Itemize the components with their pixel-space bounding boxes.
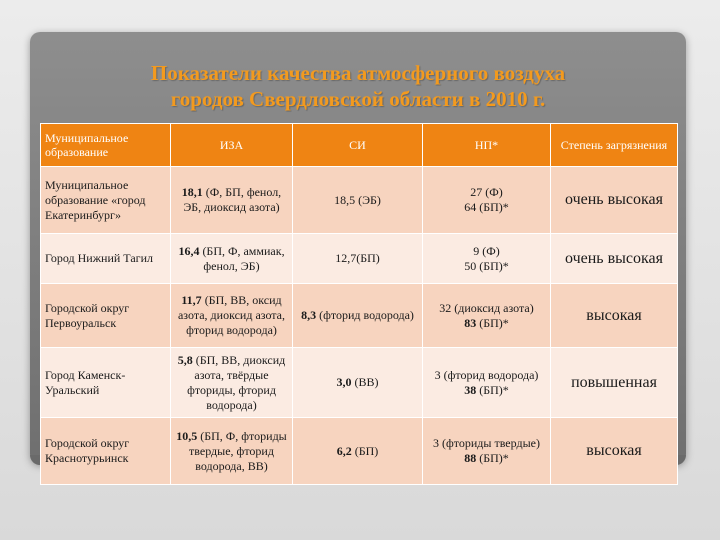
table-row (41, 284, 678, 348)
cell-np (423, 284, 551, 348)
si-value: 6,2 (336, 443, 352, 458)
table-row (41, 418, 678, 485)
table-row (41, 234, 678, 284)
np-line-1: 3 (фториды твердые) (433, 436, 540, 450)
si-value: 12,7 (335, 251, 357, 265)
header-iza: ИЗА (171, 124, 293, 167)
header-np: НП* (423, 124, 551, 167)
cell-si (293, 284, 423, 348)
header-si: СИ (293, 124, 423, 167)
cell-municipality: Городской округ Краснотурьинск (41, 418, 171, 485)
cell-pollution-level: повышенная (551, 348, 678, 418)
iza-value: 18,1 (181, 185, 203, 199)
cell-municipality: Город Каменск-Уральский (41, 348, 171, 418)
si-pollutant: (БП) (356, 251, 380, 265)
iza-pollutants: (БП, Ф, фториды твердые, фторид водорода, ВВ) (189, 428, 287, 473)
cell-municipality: Город Нижний Тагил (41, 234, 171, 284)
np-value: 38 (464, 382, 477, 397)
np-value: 88 (464, 451, 477, 465)
np-line-2: 50 (БП)* (464, 258, 509, 273)
cell-np (423, 418, 551, 485)
si-value: 18,5 (334, 192, 356, 207)
cell-si (293, 418, 423, 485)
si-value: 3,0 (336, 375, 352, 389)
si-value: 8,3 (301, 308, 317, 322)
cell-np (423, 167, 551, 234)
np-line-2 (427, 383, 546, 398)
cell-iza (171, 348, 293, 418)
cell-pollution-level: высокая (551, 418, 678, 485)
np-pollutant: (БП)* (476, 451, 509, 465)
iza-value: 11,7 (181, 293, 202, 307)
cell-si (293, 234, 423, 284)
iza-pollutants: (Ф, БП, фенол, ЭБ, диоксид азота) (183, 185, 282, 214)
np-line-1: 32 (диоксид азота) (439, 300, 534, 315)
table-row (41, 167, 678, 234)
cell-municipality: Муниципальное образование «город Екатеринбург» (41, 167, 171, 234)
cell-si (293, 348, 423, 418)
table-header-row (41, 124, 678, 167)
cell-pollution-level: очень высокая (551, 167, 678, 234)
np-value: 83 (464, 315, 477, 330)
iza-value: 10,5 (176, 428, 198, 443)
cell-iza (171, 418, 293, 485)
iza-pollutants: (БП, ВВ, оксид азота, диоксид азота, фторид водорода) (177, 293, 286, 337)
air-quality-table (40, 123, 677, 485)
si-pollutant: (ЭБ) (355, 192, 381, 207)
cell-pollution-level: очень высокая (551, 234, 678, 284)
np-pollutant: (БП)* (476, 315, 509, 330)
cell-np (423, 234, 551, 284)
np-line-2 (427, 316, 546, 331)
cell-municipality: Городской округ Первоуральск (41, 284, 171, 348)
cell-si (293, 167, 423, 234)
header-pollution-level: Степень загрязнения (551, 124, 678, 167)
si-pollutant: (фторид водорода) (316, 308, 414, 322)
np-line-1: 3 (фторид водорода) (434, 367, 539, 382)
slide-title (30, 60, 686, 112)
si-pollutant: (БП) (351, 443, 379, 458)
iza-value: 5,8 (177, 352, 193, 367)
si-pollutant: (ВВ) (351, 375, 379, 389)
iza-value: 16,4 (178, 243, 200, 258)
np-pollutant: (БП)* (476, 382, 509, 397)
np-line-2: 64 (БП)* (464, 200, 509, 214)
iza-pollutants: (БП, ВВ, диоксид азота, твёрдые фториды, фторид водорода) (187, 352, 286, 412)
cell-iza (171, 234, 293, 284)
np-line-1: 9 (Ф) (473, 243, 500, 258)
np-line-2 (427, 451, 546, 466)
cell-np (423, 348, 551, 418)
iza-pollutants: (БП, Ф, аммиак, фенол, ЭБ) (199, 243, 285, 273)
cell-pollution-level: высокая (551, 284, 678, 348)
cell-iza (171, 167, 293, 234)
cell-iza (171, 284, 293, 348)
np-line-1: 27 (Ф) (470, 185, 503, 199)
title-line-2: городов Свердловской области в 2010 г. (170, 87, 546, 111)
header-municipality: Муниципальное образование (41, 124, 171, 167)
title-line-1: Показатели качества атмосферного воздуха (150, 61, 566, 85)
table-row (41, 348, 678, 418)
